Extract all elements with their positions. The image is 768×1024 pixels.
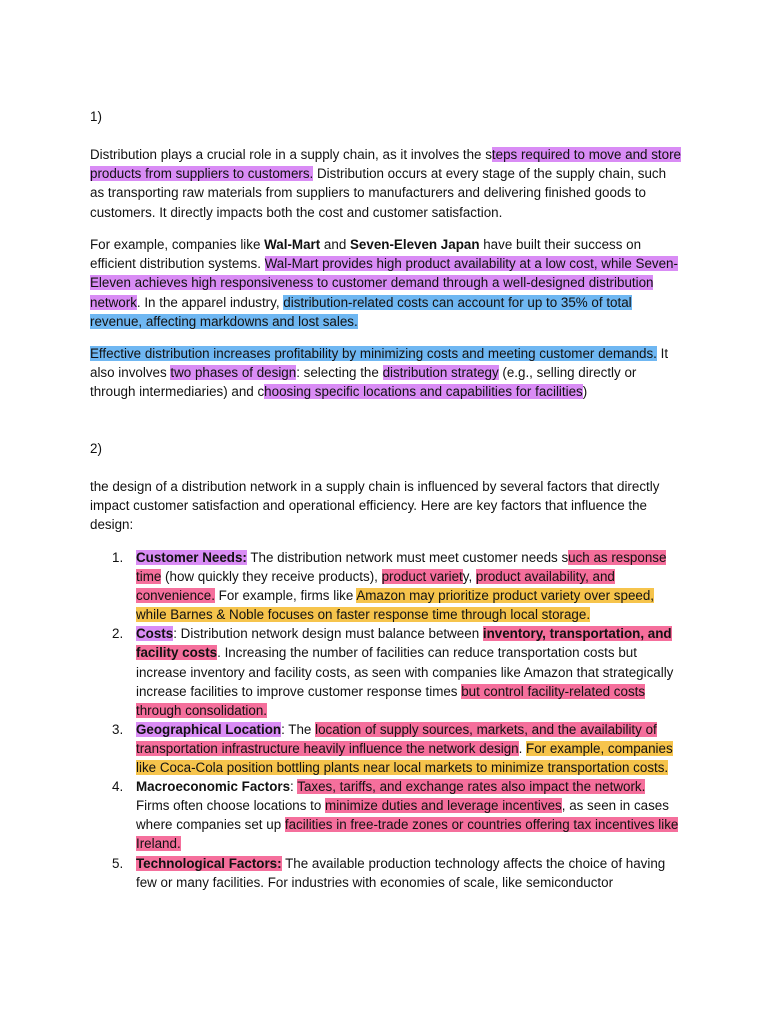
text-run: The available production technology affects the choice of having few or many facilities. For industries with economies of scale, like semiconductor xyxy=(136,855,666,890)
text-run: (how quickly they receive products), xyxy=(161,569,382,585)
text-run: Distribution network design must balance between xyxy=(176,626,483,642)
paragraph-profitability xyxy=(90,344,682,402)
bold-term: Costs xyxy=(136,626,174,642)
text-run: Increasing the number of facilities can reduce transportation costs but increase inventory and facility costs, as seen with companies like Amazon that strategically increase facilities to improve customer response times xyxy=(136,645,674,699)
list-item-geographical-location xyxy=(90,720,682,777)
text-run: It also involves xyxy=(90,346,669,381)
highlight-yellow: Amazon may prioritize product variety over speed, while Barnes & Noble focuses on faster response time through local storage. xyxy=(136,588,655,623)
highlight-purple: Wal-Mart provides high product availability at a low cost, while Seven-Eleven achieves high responsiveness to customer demand through a well-designed distribution network xyxy=(90,256,678,310)
text-run: . In the apparel industry, xyxy=(136,294,284,310)
text-run: Distribution occurs at every stage of the supply chain, such as transporting raw materials from suppliers to manufacturers and delivering finished goods to customers. It directly impacts both the cost and customer satisfaction. xyxy=(90,166,667,220)
text-run: Firms often choose locations to xyxy=(136,798,326,814)
highlight-blue: distribution-related costs can account for up to 35% of total revenue, affecting markdowns and lost sales. xyxy=(90,294,632,329)
highlight-pink: minimize duties and leverage incentives xyxy=(325,798,562,814)
paragraph-examples xyxy=(90,235,682,331)
list-number: 2. xyxy=(112,626,124,642)
text-run: : selecting the xyxy=(296,365,383,381)
text-run: : xyxy=(173,626,177,642)
bold-walmart: Wal-Mart xyxy=(264,237,321,252)
text-run: . xyxy=(217,645,221,661)
paragraph-design-factors-intro: the design of a distribution network in a supply chain is influenced by several factors that directly impact customer satisfaction and operational efficiency. Here are key factors that influence the design: xyxy=(90,479,660,533)
highlight-purple: teps required to move and store products from suppliers to customers. xyxy=(90,147,681,182)
highlight-purple: two phases of design xyxy=(170,365,297,381)
highlight-yellow: For example, companies like Coca-Cola position bottling plants near local markets to minimize transportation costs. xyxy=(136,740,673,776)
bold-term: Customer Needs: xyxy=(136,550,247,565)
text-run: and xyxy=(320,237,350,252)
highlight-pink: but control facility-related costs through consolidation. xyxy=(136,683,646,718)
highlight-pink: Taxes, tariffs, and exchange rates also impact the network. xyxy=(297,779,646,795)
bold-term: Geographical Location xyxy=(136,721,282,737)
text-run: , as seen in cases where companies set up xyxy=(136,798,669,833)
text-run: have built their success on efficient distribution systems. xyxy=(90,237,642,272)
highlight-pink: product availability, and convenience. xyxy=(136,569,615,604)
list-item-macroeconomic-factors xyxy=(90,777,682,853)
text-run: Distribution plays a crucial role in a supply chain, as it involves the s xyxy=(90,147,492,162)
list-number: 3. xyxy=(112,721,124,737)
list-item-customer-needs xyxy=(90,548,682,624)
highlight-purple: distribution strategy xyxy=(382,365,499,381)
text-run: : The xyxy=(281,721,316,737)
bold-term: Macroeconomic Factors xyxy=(136,779,291,795)
section-heading-1: 1) xyxy=(90,109,102,124)
highlight-pink: location of supply sources, markets, and the availability of transportation infrastructure heavily influence the network design xyxy=(136,721,657,756)
paragraph-distribution-role xyxy=(90,145,682,222)
bold-highlight-pink: inventory, transportation, and facility costs xyxy=(136,626,672,661)
text-run: . xyxy=(518,740,527,756)
highlight-pink: facilities in free-trade zones or countries offering tax incentives like Ireland. xyxy=(136,817,679,852)
text-run: (e.g., selling directly or through intermediaries) and c xyxy=(90,365,637,400)
bold-seven-eleven: Seven-Eleven Japan xyxy=(350,237,480,252)
highlight-pink: product variet xyxy=(381,569,463,585)
list-item-technological-factors xyxy=(90,854,682,892)
section-heading-2: 2) xyxy=(90,441,102,456)
highlight-pink: uch as response time xyxy=(136,550,667,585)
text-run: y, xyxy=(462,569,476,585)
list-item-costs xyxy=(90,624,682,719)
highlight-purple: hoosing specific locations and capabilities for facilities xyxy=(264,384,583,400)
text-run: For example, companies like xyxy=(90,237,265,252)
text-run: For example, firms like xyxy=(214,588,357,604)
list-number: 5. xyxy=(112,855,124,871)
factors-list xyxy=(90,548,682,892)
bold-term: Technological Factors: xyxy=(136,855,282,871)
text-run: The distribution network must meet customer needs s xyxy=(246,550,569,565)
list-number: 4. xyxy=(112,779,124,795)
list-number: 1. xyxy=(112,550,124,565)
text-run: ) xyxy=(582,384,588,400)
text-run: : xyxy=(290,779,298,795)
highlight-blue: Effective distribution increases profitability by minimizing costs and meeting customer demands. xyxy=(90,346,657,361)
